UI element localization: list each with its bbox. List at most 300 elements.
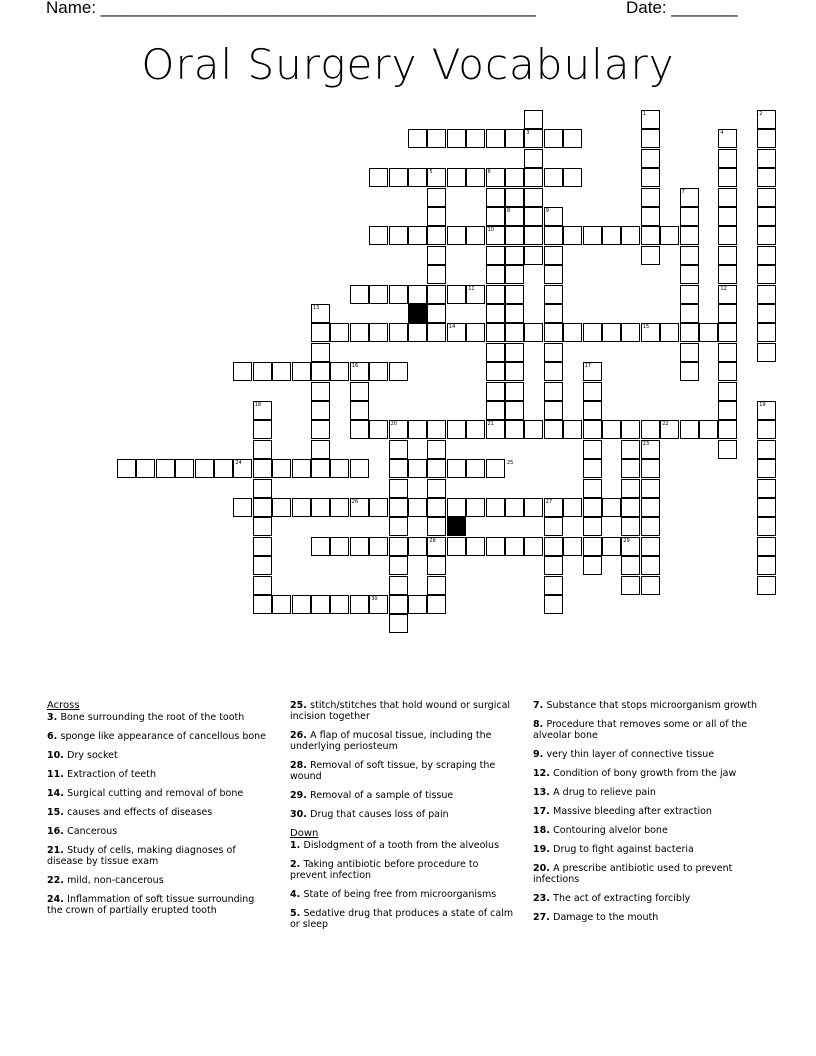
grid-cell[interactable] (447, 498, 466, 517)
grid-cell[interactable] (408, 420, 427, 439)
grid-cell[interactable] (718, 149, 737, 168)
grid-cell[interactable] (292, 498, 311, 517)
grid-cell[interactable] (544, 323, 563, 342)
grid-cell[interactable] (389, 595, 408, 614)
grid-cell[interactable] (583, 517, 602, 536)
clue-item (290, 840, 515, 851)
grid-cell[interactable] (563, 420, 582, 439)
name-field-label[interactable]: Name: ______________________________________________ (46, 0, 536, 17)
clue-text: Dislodgment of a tooth from the alveolus (303, 840, 500, 851)
grid-cell[interactable] (369, 285, 388, 304)
clue-text: Contouring alvelor bone (553, 825, 668, 836)
grid-cell[interactable] (524, 537, 543, 556)
grid-cell[interactable] (757, 440, 776, 459)
grid-cell[interactable] (253, 459, 272, 478)
grid-cell[interactable] (486, 188, 505, 207)
clue-item (533, 825, 758, 836)
grid-cell[interactable] (563, 323, 582, 342)
grid-cell[interactable] (253, 576, 272, 595)
grid-cell[interactable] (757, 207, 776, 226)
grid-cell[interactable] (389, 362, 408, 381)
grid-cell[interactable] (408, 459, 427, 478)
grid-cell[interactable] (466, 498, 485, 517)
grid-cell[interactable] (641, 556, 660, 575)
grid-cell[interactable] (253, 362, 272, 381)
grid-cell[interactable] (563, 226, 582, 245)
grid-cell[interactable] (718, 382, 737, 401)
grid-cell[interactable] (621, 323, 640, 342)
grid-cell[interactable] (757, 459, 776, 478)
clue-heading: Down (290, 828, 319, 839)
grid-cell[interactable] (583, 459, 602, 478)
grid-cell[interactable] (544, 129, 563, 148)
grid-cell[interactable] (641, 226, 660, 245)
grid-cell[interactable] (350, 401, 369, 420)
grid-cell[interactable] (466, 226, 485, 245)
grid-cell[interactable] (680, 207, 699, 226)
grid-cell[interactable] (389, 440, 408, 459)
grid-cell[interactable] (524, 420, 543, 439)
grid-cell[interactable] (583, 479, 602, 498)
grid-cell[interactable] (544, 537, 563, 556)
grid-cell[interactable] (757, 149, 776, 168)
grid-cell[interactable] (641, 129, 660, 148)
grid-cell[interactable] (427, 498, 446, 517)
grid-cell[interactable] (389, 323, 408, 342)
grid-cell[interactable] (350, 323, 369, 342)
grid-cell[interactable] (486, 343, 505, 362)
grid-cell[interactable] (369, 168, 388, 187)
grid-cell[interactable] (660, 226, 679, 245)
grid-cell[interactable] (253, 479, 272, 498)
grid-cell[interactable] (389, 168, 408, 187)
grid-cell[interactable] (660, 323, 679, 342)
grid-cell[interactable] (524, 323, 543, 342)
grid-cell[interactable] (505, 246, 524, 265)
grid-cell[interactable] (330, 362, 349, 381)
grid-cell[interactable] (486, 246, 505, 265)
grid-cell[interactable] (524, 207, 543, 226)
grid-cell[interactable] (389, 537, 408, 556)
clue-text: Bone surrounding the root of the tooth (60, 712, 245, 723)
grid-cell[interactable] (447, 285, 466, 304)
grid-cell[interactable] (544, 420, 563, 439)
grid-cell[interactable] (641, 420, 660, 439)
grid-cell[interactable] (195, 459, 214, 478)
grid-cell[interactable] (641, 517, 660, 536)
grid-cell[interactable] (621, 576, 640, 595)
grid-cell[interactable] (447, 420, 466, 439)
clue-number: 24. (47, 894, 68, 905)
grid-cell[interactable] (233, 362, 252, 381)
grid-cell[interactable] (486, 323, 505, 342)
grid-cell[interactable] (757, 188, 776, 207)
grid-cell[interactable] (350, 382, 369, 401)
grid-cell[interactable] (524, 149, 543, 168)
grid-cell[interactable] (757, 246, 776, 265)
grid-cell[interactable] (544, 246, 563, 265)
grid-cell[interactable] (427, 226, 446, 245)
grid-cell[interactable] (505, 401, 524, 420)
clue-text: Drug that causes loss of pain (310, 809, 449, 820)
grid-cell[interactable] (680, 226, 699, 245)
grid-cell[interactable] (524, 226, 543, 245)
clue-number: 7. (533, 700, 547, 711)
grid-cell[interactable] (641, 459, 660, 478)
grid-cell[interactable] (505, 304, 524, 323)
grid-cell[interactable] (621, 226, 640, 245)
grid-cell[interactable] (621, 420, 640, 439)
grid-cell[interactable] (505, 265, 524, 284)
grid-cell[interactable] (311, 401, 330, 420)
grid-cell[interactable] (680, 343, 699, 362)
grid-cell[interactable] (718, 343, 737, 362)
grid-cell[interactable] (408, 129, 427, 148)
grid-cell[interactable] (544, 343, 563, 362)
grid-cell[interactable] (641, 188, 660, 207)
grid-cell[interactable] (544, 517, 563, 536)
grid-cell[interactable] (427, 304, 446, 323)
grid-cell[interactable] (718, 168, 737, 187)
grid-cell[interactable] (718, 401, 737, 420)
grid-cell[interactable] (117, 459, 136, 478)
grid-cell[interactable] (699, 323, 718, 342)
grid-cell[interactable] (757, 517, 776, 536)
grid-cell[interactable] (311, 323, 330, 342)
grid-cell[interactable] (718, 440, 737, 459)
grid-cell[interactable] (427, 323, 446, 342)
grid-cell[interactable] (680, 420, 699, 439)
grid-cell[interactable] (466, 537, 485, 556)
grid-clue-number: 5 (429, 169, 433, 176)
grid-cell[interactable] (757, 343, 776, 362)
grid-cell[interactable] (311, 440, 330, 459)
grid-cell[interactable] (505, 537, 524, 556)
grid-cell[interactable] (466, 459, 485, 478)
grid-cell[interactable] (680, 362, 699, 381)
grid-cell[interactable] (757, 226, 776, 245)
grid-cell[interactable] (408, 285, 427, 304)
grid-cell[interactable] (602, 498, 621, 517)
grid-cell[interactable] (757, 304, 776, 323)
grid-cell[interactable] (583, 498, 602, 517)
grid-cell[interactable] (583, 537, 602, 556)
grid-cell[interactable] (641, 168, 660, 187)
grid-cell[interactable] (583, 556, 602, 575)
grid-cell[interactable] (369, 323, 388, 342)
grid-cell[interactable] (602, 323, 621, 342)
grid-cell[interactable] (427, 517, 446, 536)
grid-cell[interactable] (389, 498, 408, 517)
grid-cell[interactable] (427, 556, 446, 575)
grid-cell[interactable] (621, 479, 640, 498)
grid-cell[interactable] (621, 498, 640, 517)
grid-cell[interactable] (621, 556, 640, 575)
grid-cell[interactable] (350, 285, 369, 304)
grid-cell[interactable] (272, 595, 291, 614)
grid-cell[interactable] (544, 362, 563, 381)
grid-cell[interactable] (486, 537, 505, 556)
grid-cell[interactable] (583, 323, 602, 342)
grid-cell[interactable] (621, 440, 640, 459)
grid-cell[interactable] (486, 304, 505, 323)
clue-number: 18. (533, 825, 554, 836)
grid-cell[interactable] (292, 595, 311, 614)
grid-cell[interactable] (505, 129, 524, 148)
grid-cell[interactable] (427, 188, 446, 207)
grid-cell[interactable] (427, 440, 446, 459)
grid-cell[interactable] (253, 595, 272, 614)
grid-cell[interactable] (408, 498, 427, 517)
grid-cell[interactable] (680, 246, 699, 265)
grid-cell[interactable] (544, 285, 563, 304)
grid-cell[interactable] (583, 226, 602, 245)
grid-cell[interactable] (641, 576, 660, 595)
grid-cell[interactable] (389, 517, 408, 536)
clue-text: The act of extracting forcibly (553, 893, 691, 904)
grid-cell[interactable] (563, 498, 582, 517)
grid-cell[interactable] (233, 498, 252, 517)
grid-cell[interactable] (718, 420, 737, 439)
grid-cell[interactable] (757, 323, 776, 342)
grid-cell[interactable] (253, 556, 272, 575)
grid-cell[interactable] (427, 459, 446, 478)
grid-cell[interactable] (486, 459, 505, 478)
grid-cell[interactable] (408, 595, 427, 614)
grid-cell[interactable] (544, 226, 563, 245)
grid-cell[interactable] (524, 168, 543, 187)
grid-cell[interactable] (757, 285, 776, 304)
grid-cell[interactable] (427, 129, 446, 148)
grid-cell[interactable] (505, 226, 524, 245)
grid-cell[interactable] (757, 265, 776, 284)
grid-cell[interactable] (680, 285, 699, 304)
clue-number: 14. (47, 788, 68, 799)
grid-cell[interactable] (505, 188, 524, 207)
grid-cell[interactable] (680, 323, 699, 342)
grid-cell[interactable] (292, 459, 311, 478)
grid-cell[interactable] (486, 265, 505, 284)
grid-cell[interactable] (524, 498, 543, 517)
grid-cell[interactable] (330, 323, 349, 342)
grid-cell[interactable] (544, 401, 563, 420)
grid-cell[interactable] (330, 498, 349, 517)
grid-cell[interactable] (330, 537, 349, 556)
grid-cell[interactable] (427, 207, 446, 226)
grid-cell[interactable] (621, 459, 640, 478)
clue-text: sponge like appearance of cancellous bone (60, 731, 267, 742)
grid-cell[interactable] (544, 265, 563, 284)
grid-cell[interactable] (350, 459, 369, 478)
grid-cell[interactable] (447, 168, 466, 187)
grid-cell[interactable] (408, 323, 427, 342)
grid-cell[interactable] (389, 479, 408, 498)
grid-cell[interactable] (699, 420, 718, 439)
grid-cell[interactable] (311, 498, 330, 517)
grid-cell[interactable] (544, 304, 563, 323)
clue-item (47, 875, 272, 886)
grid-cell[interactable] (369, 420, 388, 439)
grid-cell[interactable] (253, 420, 272, 439)
grid-cell[interactable] (311, 420, 330, 439)
grid-cell[interactable] (330, 595, 349, 614)
grid-cell[interactable] (389, 285, 408, 304)
grid-cell[interactable] (408, 168, 427, 187)
grid-cell[interactable] (641, 479, 660, 498)
grid-cell[interactable] (447, 129, 466, 148)
grid-cell[interactable] (563, 168, 582, 187)
grid-cell[interactable] (389, 226, 408, 245)
clue-item (290, 908, 515, 930)
grid-cell[interactable] (311, 362, 330, 381)
grid-cell[interactable] (718, 226, 737, 245)
grid-cell[interactable] (486, 362, 505, 381)
clue-item (290, 809, 515, 820)
grid-cell[interactable] (602, 420, 621, 439)
grid-cell[interactable] (641, 246, 660, 265)
grid-cell[interactable] (544, 595, 563, 614)
grid-cell[interactable] (486, 285, 505, 304)
grid-cell[interactable] (369, 362, 388, 381)
grid-cell[interactable] (427, 246, 446, 265)
grid-cell[interactable] (486, 498, 505, 517)
grid-cell[interactable] (486, 207, 505, 226)
grid-cell[interactable] (311, 459, 330, 478)
grid-cell[interactable] (427, 265, 446, 284)
grid-cell[interactable] (311, 382, 330, 401)
grid-cell[interactable] (621, 517, 640, 536)
grid-cell[interactable] (680, 304, 699, 323)
grid-cell[interactable] (272, 459, 291, 478)
grid-cell[interactable] (447, 226, 466, 245)
grid-cell[interactable] (427, 285, 446, 304)
grid-cell[interactable] (505, 382, 524, 401)
grid-cell[interactable] (505, 285, 524, 304)
grid-cell[interactable] (253, 517, 272, 536)
grid-cell[interactable] (447, 537, 466, 556)
grid-cell[interactable] (757, 168, 776, 187)
grid-cell[interactable] (757, 537, 776, 556)
grid-cell[interactable] (583, 440, 602, 459)
grid-cell[interactable] (524, 188, 543, 207)
grid-cell[interactable] (350, 595, 369, 614)
grid-cell[interactable] (505, 420, 524, 439)
grid-cell[interactable] (718, 304, 737, 323)
grid-cell[interactable] (292, 362, 311, 381)
grid-cell[interactable] (156, 459, 175, 478)
grid-cell[interactable] (544, 168, 563, 187)
grid-cell[interactable] (272, 362, 291, 381)
grid-cell[interactable] (757, 498, 776, 517)
grid-cell[interactable] (486, 382, 505, 401)
grid-cell[interactable] (369, 537, 388, 556)
grid-cell[interactable] (447, 459, 466, 478)
grid-cell[interactable] (563, 129, 582, 148)
grid-cell[interactable] (253, 440, 272, 459)
grid-cell[interactable] (524, 246, 543, 265)
grid-cell[interactable] (253, 498, 272, 517)
grid-cell[interactable] (602, 537, 621, 556)
grid-cell[interactable] (505, 323, 524, 342)
grid-cell[interactable] (408, 537, 427, 556)
grid-cell[interactable] (641, 498, 660, 517)
grid-cell[interactable] (486, 129, 505, 148)
grid-cell[interactable] (427, 420, 446, 439)
date-field-label[interactable]: Date: _______ (626, 0, 738, 17)
grid-cell[interactable] (505, 343, 524, 362)
grid-cell[interactable] (544, 556, 563, 575)
grid-cell[interactable] (544, 382, 563, 401)
grid-cell[interactable] (718, 362, 737, 381)
grid-cell[interactable] (272, 498, 291, 517)
grid-cell[interactable] (757, 576, 776, 595)
grid-clue-number: 1 (642, 111, 646, 117)
grid-cell[interactable] (466, 129, 485, 148)
grid-cell[interactable] (408, 226, 427, 245)
grid-cell[interactable] (427, 576, 446, 595)
grid-cell[interactable] (389, 576, 408, 595)
grid-cell[interactable] (427, 595, 446, 614)
grid-cell[interactable] (544, 576, 563, 595)
grid-cell[interactable] (583, 382, 602, 401)
grid-cell[interactable] (563, 537, 582, 556)
grid-cell[interactable] (389, 614, 408, 633)
grid-cell[interactable] (641, 537, 660, 556)
grid-cell[interactable] (757, 129, 776, 148)
grid-cell[interactable] (466, 168, 485, 187)
grid-cell[interactable] (641, 207, 660, 226)
clue-item (533, 768, 758, 779)
grid-cell[interactable] (486, 401, 505, 420)
grid-cell[interactable] (350, 420, 369, 439)
grid-cell[interactable] (641, 149, 660, 168)
grid-cell[interactable] (583, 420, 602, 439)
grid-cell[interactable] (505, 498, 524, 517)
grid-cell[interactable] (311, 537, 330, 556)
grid-cell[interactable] (718, 188, 737, 207)
grid-cell[interactable] (718, 265, 737, 284)
grid-cell[interactable] (350, 537, 369, 556)
grid-cell[interactable] (505, 168, 524, 187)
grid-cell[interactable] (466, 420, 485, 439)
grid-cell[interactable] (718, 323, 737, 342)
grid-cell[interactable] (524, 110, 543, 129)
grid-cell[interactable] (369, 498, 388, 517)
grid-cell[interactable] (583, 401, 602, 420)
grid-cell[interactable] (680, 265, 699, 284)
grid-cell[interactable] (330, 459, 349, 478)
grid-cell[interactable] (466, 323, 485, 342)
clue-text: Extraction of teeth (67, 769, 156, 780)
grid-cell[interactable] (214, 459, 233, 478)
grid-cell[interactable] (389, 556, 408, 575)
grid-cell[interactable] (311, 595, 330, 614)
grid-cell[interactable] (136, 459, 155, 478)
grid-cell[interactable] (718, 207, 737, 226)
grid-cell[interactable] (757, 479, 776, 498)
grid-cell[interactable] (311, 343, 330, 362)
grid-cell[interactable] (369, 226, 388, 245)
grid-cell[interactable] (175, 459, 194, 478)
grid-cell[interactable] (602, 226, 621, 245)
grid-cell[interactable] (718, 246, 737, 265)
grid-cell[interactable] (389, 459, 408, 478)
grid-cell[interactable] (505, 362, 524, 381)
grid-cell[interactable] (757, 420, 776, 439)
grid-cell[interactable] (427, 479, 446, 498)
grid-cell[interactable] (757, 556, 776, 575)
grid-cell[interactable] (253, 537, 272, 556)
